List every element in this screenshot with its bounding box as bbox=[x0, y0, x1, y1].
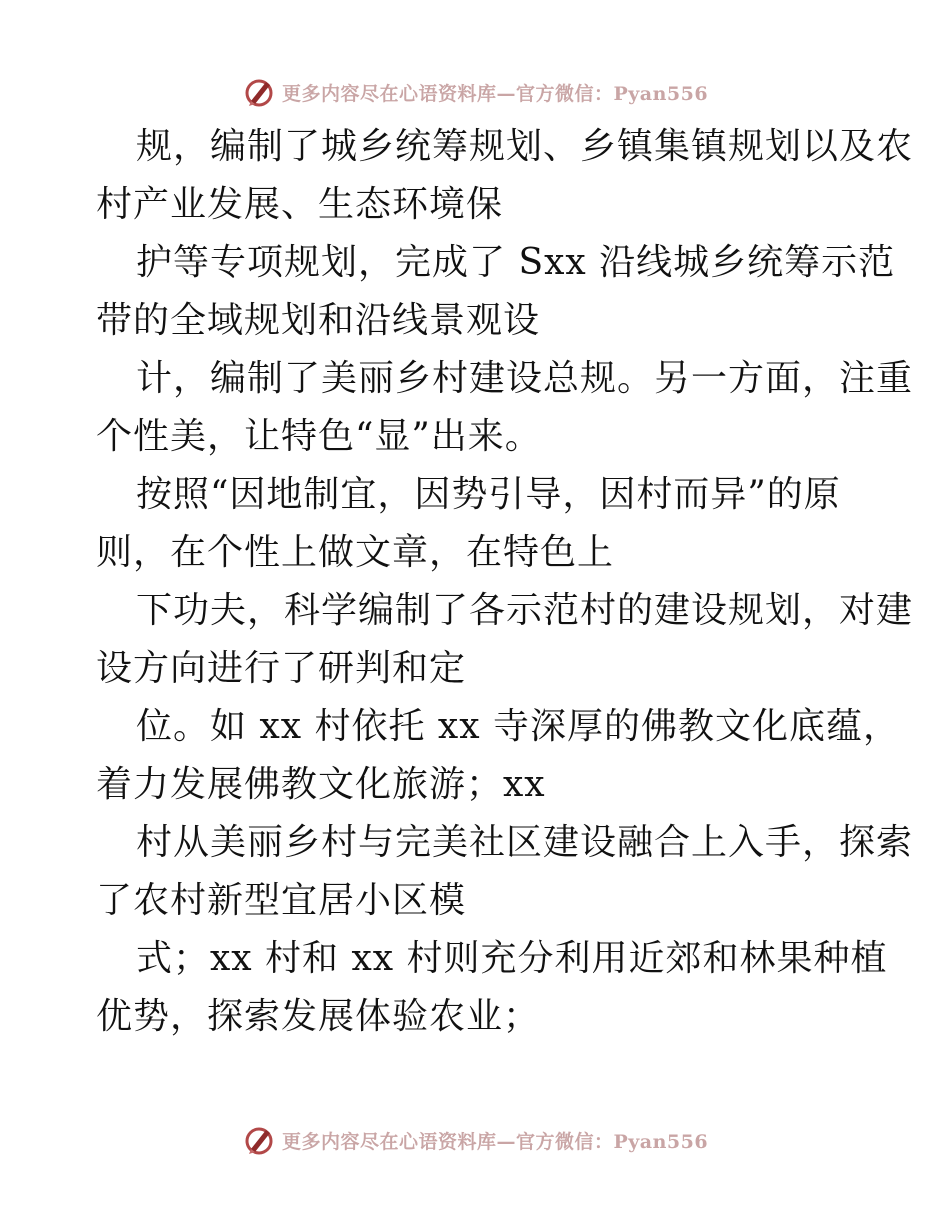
paragraph-line: 护等专项规划，完成了 Sxx 沿线城乡统筹示范 bbox=[136, 242, 896, 283]
paragraph-line: 则，在个性上做文章，在特色上 bbox=[96, 532, 615, 573]
paragraph-line: 位。如 xx 村依托 xx 寺深厚的佛教文化底蕴， bbox=[136, 706, 900, 747]
pen-logo-icon bbox=[242, 1123, 276, 1157]
paragraph-line: 按照“因地制宜，因势引导，因村而异”的原 bbox=[136, 474, 841, 515]
paragraph-line: 设方向进行了研判和定 bbox=[96, 648, 467, 689]
watermark-text: 更多内容尽在心语资料库—官方微信：Pyan556 bbox=[281, 82, 709, 105]
paragraph-line: 村产业发展、生态环境保 bbox=[96, 184, 504, 225]
footer-watermark bbox=[0, 1120, 950, 1160]
document-body bbox=[96, 118, 914, 1046]
paragraph-line: 计，编制了美丽乡村建设总规。另一方面，注重 bbox=[136, 358, 914, 399]
paragraph-line: 式；xx 村和 xx 村则充分利用近郊和林果种植 bbox=[136, 938, 888, 979]
paragraph-line: 优势，探索发展体验农业； bbox=[96, 996, 541, 1037]
paragraph-line: 带的全域规划和沿线景观设 bbox=[96, 300, 541, 341]
watermark-text: 更多内容尽在心语资料库—官方微信：Pyan556 bbox=[281, 1130, 709, 1153]
paragraph-line: 下功夫，科学编制了各示范村的建设规划，对建 bbox=[136, 590, 914, 631]
paragraph-line: 个性美，让特色“显”出来。 bbox=[96, 416, 542, 457]
paragraph-line: 村从美丽乡村与完美社区建设融合上入手，探索 bbox=[136, 822, 914, 863]
paragraph-line: 了农村新型宜居小区模 bbox=[96, 880, 467, 921]
paragraph-line: 规，编制了城乡统筹规划、乡镇集镇规划以及农 bbox=[136, 126, 914, 167]
header-watermark bbox=[0, 72, 950, 112]
paragraph-line: 着力发展佛教文化旅游；xx bbox=[96, 764, 546, 805]
pen-logo-icon bbox=[242, 75, 276, 109]
